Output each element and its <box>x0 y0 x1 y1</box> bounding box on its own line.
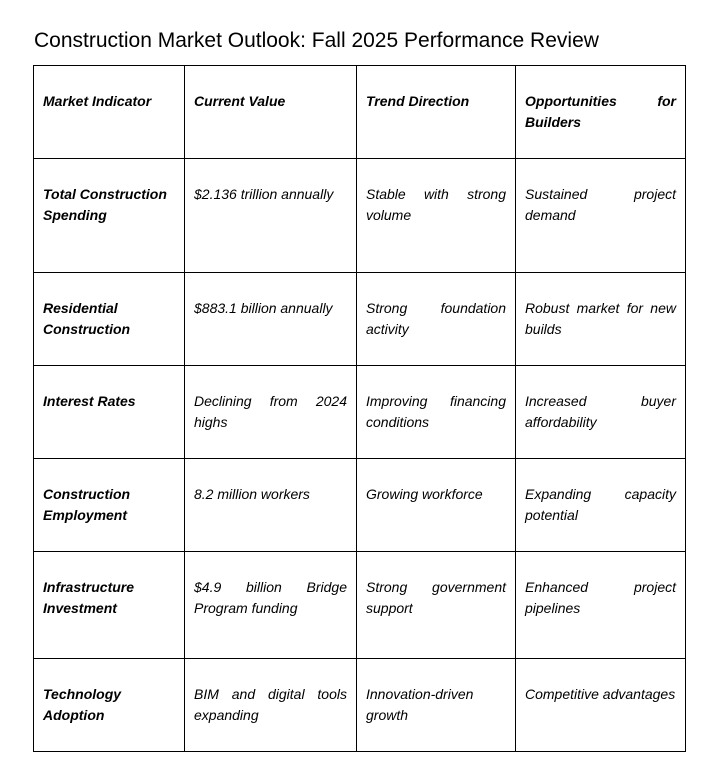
table-row <box>34 159 686 273</box>
trend-cell: Innovation-driven growth <box>357 659 516 752</box>
value-cell: $883.1 billion annually <box>185 273 357 366</box>
opportunity-cell: Increased buyer affordability <box>516 366 686 459</box>
trend-cell: Strong government support <box>357 552 516 659</box>
table-row <box>34 659 686 752</box>
value-cell: $2.136 trillion annually <box>185 159 357 273</box>
indicator-cell: Technology Adoption <box>34 659 185 752</box>
trend-cell: Growing workforce <box>357 459 516 552</box>
opportunity-cell: Sustained project demand <box>516 159 686 273</box>
value-cell: 8.2 million workers <box>185 459 357 552</box>
trend-cell: Strong foundation activity <box>357 273 516 366</box>
trend-cell: Stable with strong volume <box>357 159 516 273</box>
opportunity-cell: Enhanced project pipelines <box>516 552 686 659</box>
table-header-row <box>34 66 686 159</box>
page-title: Construction Market Outlook: Fall 2025 Performance Review <box>34 29 599 52</box>
indicator-cell: Interest Rates <box>34 366 185 459</box>
opportunity-cell: Competitive advantages <box>516 659 686 752</box>
trend-cell: Improving financing conditions <box>357 366 516 459</box>
indicator-cell: Total Construction Spending <box>34 159 185 273</box>
value-cell: $4.9 billion Bridge Program funding <box>185 552 357 659</box>
table-row <box>34 459 686 552</box>
table-row <box>34 366 686 459</box>
opportunity-cell: Expanding capacity potential <box>516 459 686 552</box>
column-header-current-value: Current Value <box>185 66 357 159</box>
market-outlook-table <box>33 65 686 752</box>
value-cell: Declining from 2024 highs <box>185 366 357 459</box>
column-header-opportunities: Opportunities for Builders <box>516 66 686 159</box>
column-header-market-indicator: Market Indicator <box>34 66 185 159</box>
indicator-cell: Residential Construction <box>34 273 185 366</box>
value-cell: BIM and digital tools expanding <box>185 659 357 752</box>
table-row <box>34 552 686 659</box>
table-row <box>34 273 686 366</box>
column-header-trend-direction: Trend Direction <box>357 66 516 159</box>
indicator-cell: Infrastructure Investment <box>34 552 185 659</box>
indicator-cell: Construction Employment <box>34 459 185 552</box>
opportunity-cell: Robust market for new builds <box>516 273 686 366</box>
